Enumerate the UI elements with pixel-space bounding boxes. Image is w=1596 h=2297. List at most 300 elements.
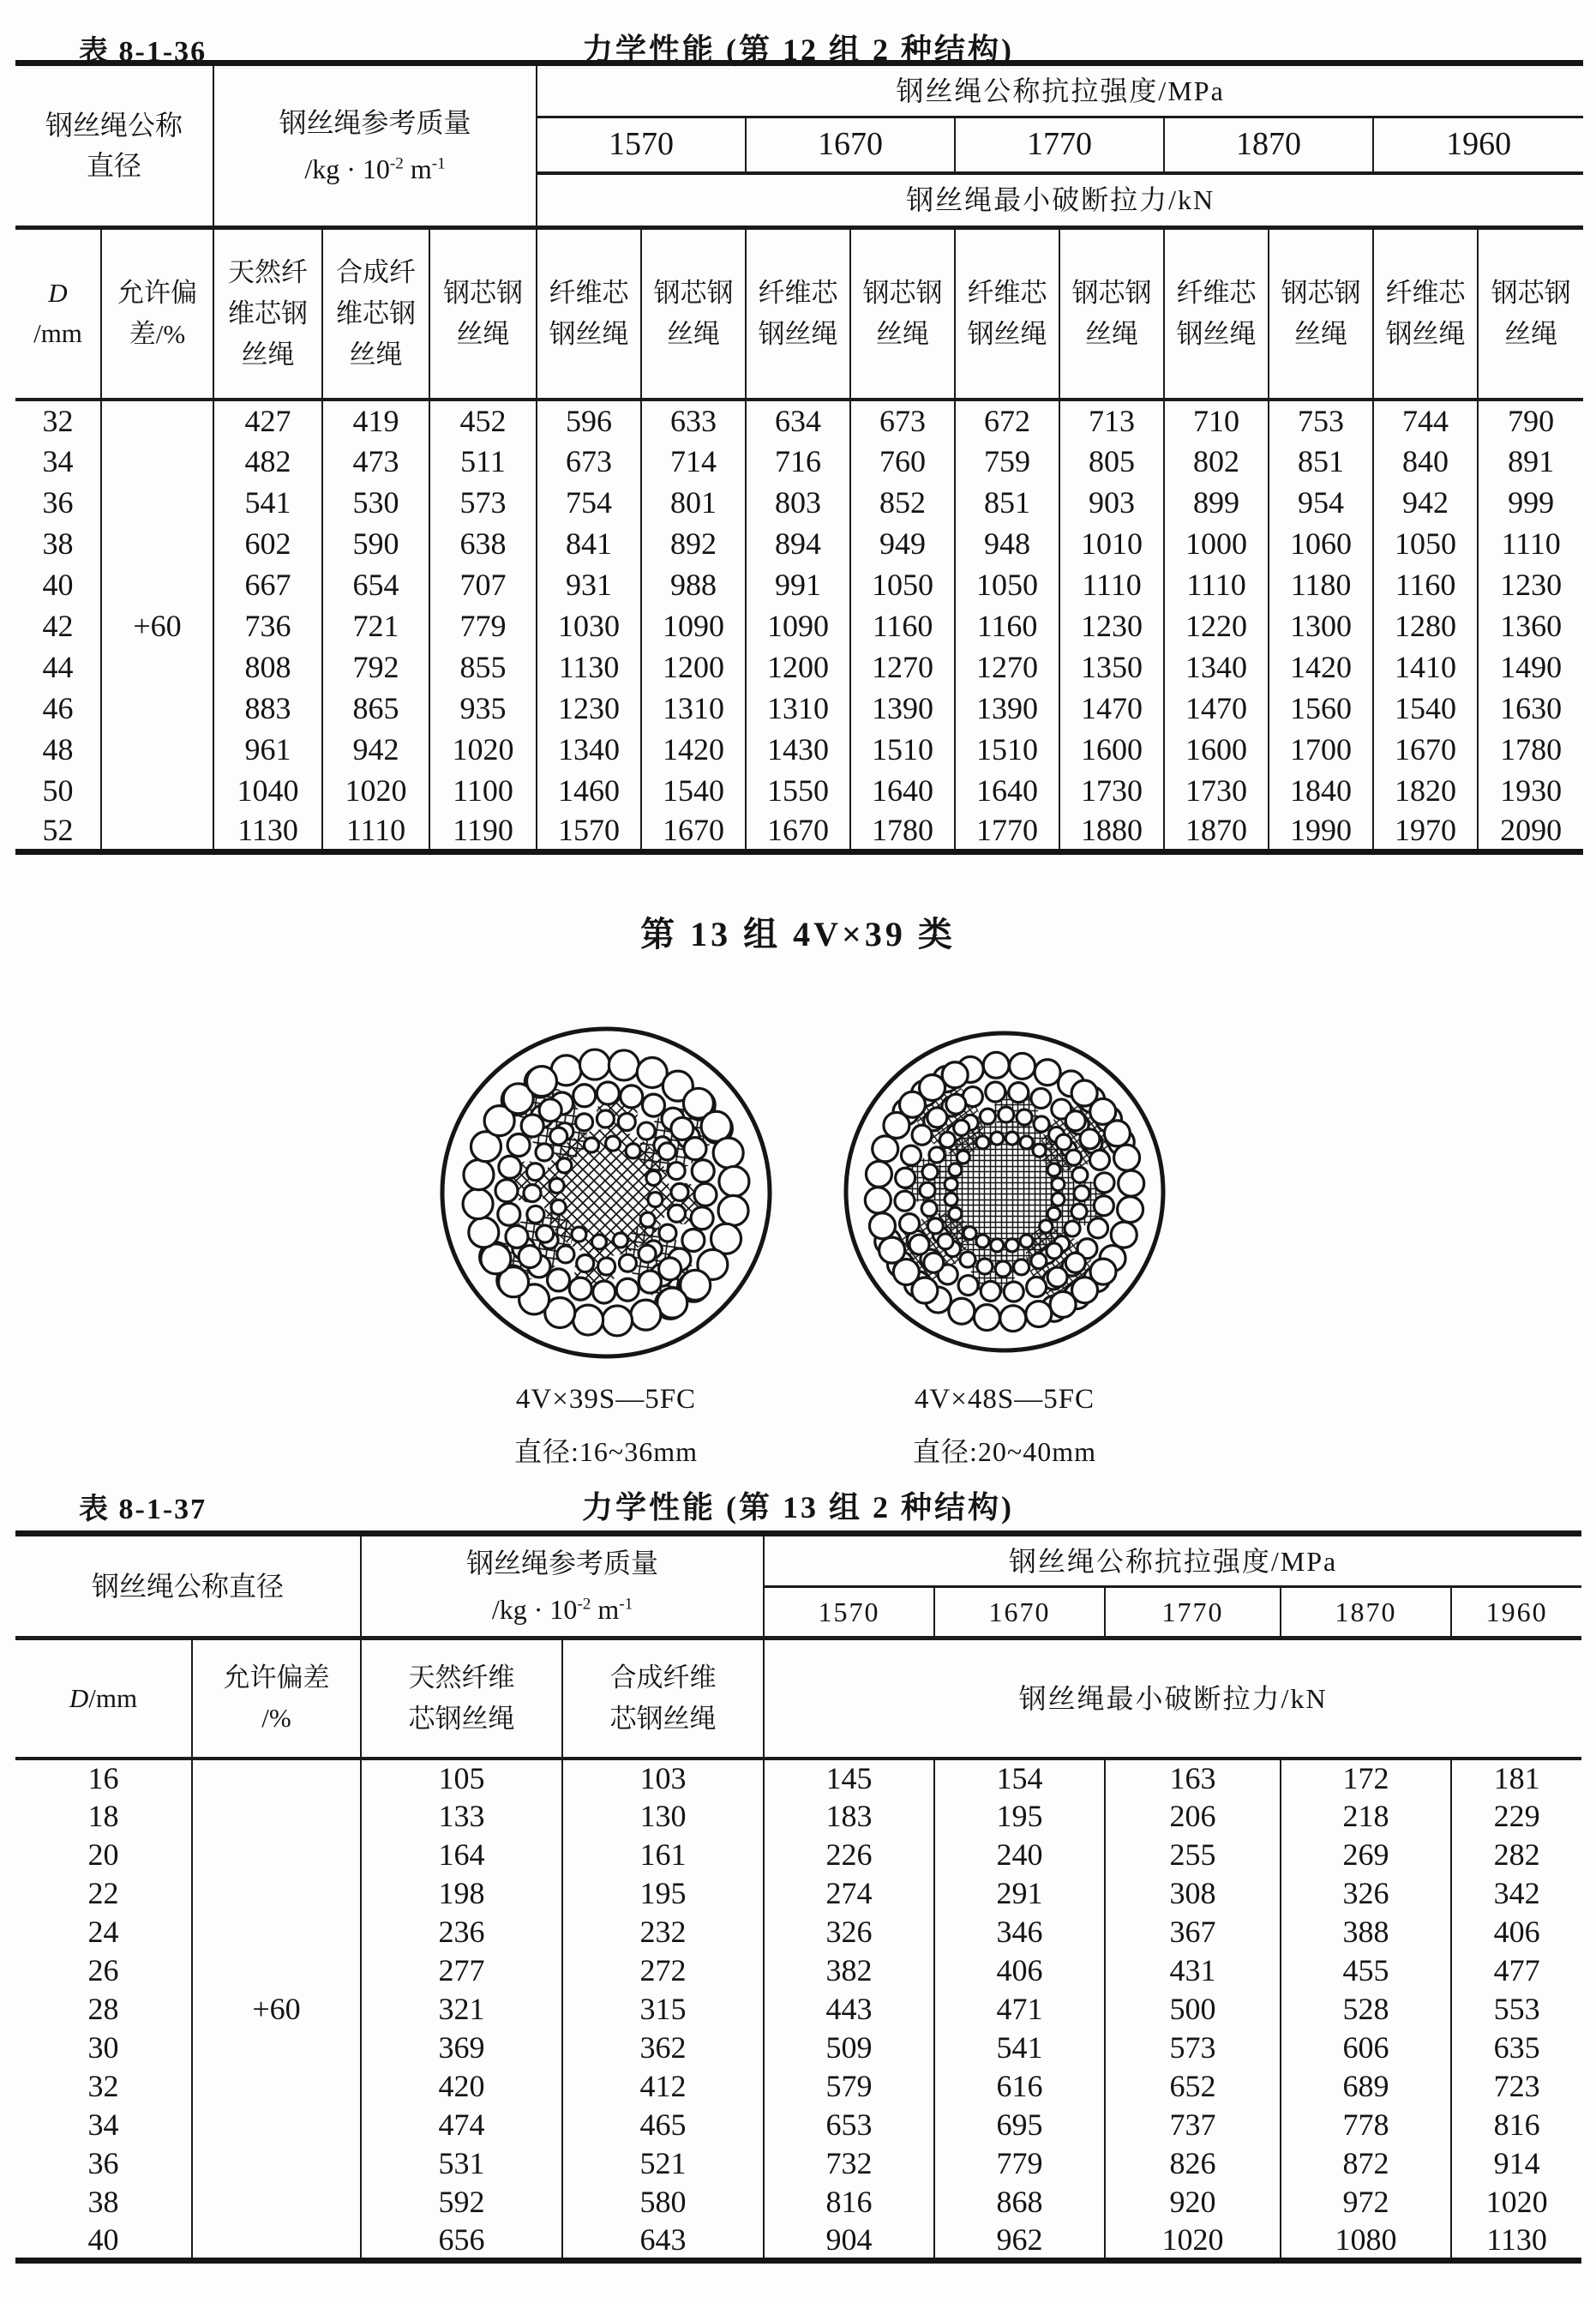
- table-cell: 321: [361, 1990, 562, 2029]
- table1-col-fiber-1870: 纤维芯钢丝绳: [1164, 228, 1269, 400]
- table1-label: 表 8-1-36: [79, 36, 207, 68]
- table-cell: 1100: [429, 770, 537, 811]
- table-cell: [192, 1836, 361, 1874]
- table2-strength-1960: 1960: [1451, 1587, 1581, 1639]
- table-cell: 226: [764, 1836, 934, 1874]
- table2-breaking-group-header: 钢丝绳最小破断拉力/kN: [764, 1639, 1581, 1759]
- table-cell: 282: [1451, 1836, 1581, 1874]
- table-cell: 1780: [850, 811, 955, 852]
- table-cell: 406: [1451, 1913, 1581, 1951]
- table-cell: 465: [562, 2106, 764, 2144]
- table-row: [15, 2222, 1581, 2261]
- table-2: [15, 1530, 1581, 2264]
- table1-col-d: D /mm: [15, 228, 101, 400]
- table-cell: 1570: [537, 811, 641, 852]
- table-cell: 1470: [1164, 688, 1269, 729]
- table-cell: 1050: [955, 564, 1059, 605]
- table-row: [15, 523, 1583, 564]
- table-cell: 1420: [1269, 646, 1373, 688]
- table-cell: [192, 1797, 361, 1836]
- table-cell: 30: [87, 2030, 119, 2065]
- table1-col-natural-fiber: 天然纤维芯钢丝绳: [213, 228, 322, 400]
- table-cell: 382: [764, 1951, 934, 1990]
- table-cell: 667: [213, 564, 322, 605]
- table-cell: 931: [537, 564, 641, 605]
- table-cell: 163: [1105, 1759, 1281, 1797]
- rope-right-range: 直径:20~40mm: [913, 1436, 1096, 1467]
- table-row: [15, 564, 1583, 605]
- table-cell: 1270: [850, 646, 955, 688]
- table-cell: 580: [562, 2183, 764, 2222]
- table-cell: 1540: [1373, 688, 1478, 729]
- table-cell: 596: [537, 400, 641, 441]
- table2-mass-unit: $/kg \cdot 10^{-2}$ $m^{-1}$: [491, 1594, 633, 1625]
- table-row: [15, 811, 1583, 852]
- table-cell: 602: [213, 523, 322, 564]
- table-cell: 133: [361, 1797, 562, 1836]
- table-cell: 1190: [429, 811, 537, 852]
- table-cell: 315: [562, 1990, 764, 2029]
- table-cell: 579: [764, 2067, 934, 2106]
- table-cell: 342: [1451, 1874, 1581, 1913]
- table-cell: 198: [361, 1874, 562, 1913]
- table1-col-steel-1770: 钢芯钢丝绳: [1059, 228, 1164, 400]
- wire-rope-cross-section-4v39s: [438, 1025, 774, 1361]
- table-cell: 26: [87, 1953, 119, 1987]
- table-cell: 892: [641, 523, 746, 564]
- table-cell: 643: [562, 2222, 764, 2261]
- table-row: [15, 1990, 1581, 2029]
- table-row: [15, 770, 1583, 811]
- table-row: [15, 400, 1583, 441]
- table-cell: 954: [1269, 482, 1373, 523]
- table-cell: 779: [934, 2144, 1105, 2183]
- table-row: [15, 2106, 1581, 2144]
- table-row: [15, 441, 1583, 482]
- table-cell: 269: [1281, 1836, 1451, 1874]
- table-cell: 744: [1373, 400, 1478, 441]
- table-cell: 154: [934, 1759, 1105, 1797]
- table-cell: 732: [764, 2144, 934, 2183]
- table-cell: 1230: [1478, 564, 1583, 605]
- table-cell: 1410: [1373, 646, 1478, 688]
- table-cell: 1700: [1269, 729, 1373, 770]
- table-cell: 1130: [213, 811, 322, 852]
- table-cell: 1840: [1269, 770, 1373, 811]
- table-cell: 1730: [1059, 770, 1164, 811]
- table-cell: 229: [1451, 1797, 1581, 1836]
- table-cell: 652: [1105, 2067, 1281, 2106]
- table-cell: 50: [42, 773, 74, 808]
- table-cell: [101, 564, 213, 605]
- table-cell: 778: [1281, 2106, 1451, 2144]
- table-cell: 972: [1281, 2183, 1451, 2222]
- table-cell: 1540: [641, 770, 746, 811]
- table-cell: 362: [562, 2029, 764, 2067]
- table-cell: 1200: [641, 646, 746, 688]
- table-cell: 852: [850, 482, 955, 523]
- table-cell: 103: [562, 1759, 764, 1797]
- table-cell: 1340: [1164, 646, 1269, 688]
- table-cell: 606: [1281, 2029, 1451, 2067]
- table-cell: 28: [87, 1992, 119, 2026]
- table-cell: [192, 2222, 361, 2261]
- table-cell: [101, 811, 213, 852]
- table-cell: [192, 1913, 361, 1951]
- table-cell: 511: [429, 441, 537, 482]
- table1-col-steel-core: 钢芯钢丝绳: [429, 228, 537, 400]
- table-cell: 760: [850, 441, 955, 482]
- table-cell: 1020: [322, 770, 429, 811]
- table-cell: 656: [361, 2222, 562, 2261]
- table-cell: 1090: [641, 605, 746, 646]
- table-cell: [192, 2106, 361, 2144]
- table1-strength-1960: 1960: [1373, 117, 1583, 173]
- table-cell: [101, 523, 213, 564]
- table-cell: 474: [361, 2106, 562, 2144]
- table-cell: [192, 1759, 361, 1797]
- table-cell: [101, 646, 213, 688]
- rope-left-range: 直径:16~36mm: [514, 1436, 698, 1467]
- table-row: [15, 1951, 1581, 1990]
- table-cell: 42: [42, 608, 74, 643]
- table-cell: 40: [42, 567, 74, 602]
- table-cell: 145: [764, 1759, 934, 1797]
- table-cell: 779: [429, 605, 537, 646]
- table-cell: 1090: [746, 605, 850, 646]
- table2-strength-1570: 1570: [764, 1587, 934, 1639]
- table-cell: 803: [746, 482, 850, 523]
- wire-rope-cross-section-4v48s: [843, 1030, 1167, 1354]
- table1-mass-group-header: 钢丝绳参考质量 $/kg \cdot 10^{-2}$ $m^{-1}$: [213, 63, 537, 228]
- table-1: [15, 60, 1583, 855]
- table-cell: [101, 770, 213, 811]
- table-cell: 590: [322, 523, 429, 564]
- table-cell: 1640: [955, 770, 1059, 811]
- table-cell: 673: [850, 400, 955, 441]
- table2-title: 力学性能 (第 13 组 2 种结构): [582, 1490, 1014, 1524]
- table-cell: 427: [213, 400, 322, 441]
- table-cell: 1030: [537, 605, 641, 646]
- table-cell: 949: [850, 523, 955, 564]
- table-cell: 1310: [746, 688, 850, 729]
- table-cell: 1160: [850, 605, 955, 646]
- table-cell: [192, 2029, 361, 2067]
- table-cell: 277: [361, 1951, 562, 1990]
- table-cell: 1820: [1373, 770, 1478, 811]
- table-cell: 206: [1105, 1797, 1281, 1836]
- table-cell: 635: [1451, 2029, 1581, 2067]
- table-cell: 634: [746, 400, 850, 441]
- table1-title: 力学性能 (第 12 组 2 种结构): [582, 33, 1014, 67]
- table-cell: 1160: [955, 605, 1059, 646]
- table-cell: 673: [537, 441, 641, 482]
- table-cell: 868: [934, 2183, 1105, 2222]
- table-cell: 274: [764, 1874, 934, 1913]
- table-cell: 1990: [1269, 811, 1373, 852]
- table1-col-synthetic-fiber: 合成纤维芯钢丝绳: [322, 228, 429, 400]
- table-cell: 695: [934, 2106, 1105, 2144]
- table2-mass-group-header: 钢丝绳参考质量 $/kg \cdot 10^{-2}$ $m^{-1}$: [361, 1534, 764, 1639]
- table-cell: 1010: [1059, 523, 1164, 564]
- table-cell: 707: [429, 564, 537, 605]
- table-cell: 218: [1281, 1797, 1451, 1836]
- table-cell: 1160: [1373, 564, 1478, 605]
- table-cell: 1670: [746, 811, 850, 852]
- table-cell: 541: [213, 482, 322, 523]
- table-cell: 942: [322, 729, 429, 770]
- table-cell: 883: [213, 688, 322, 729]
- table-cell: 509: [764, 2029, 934, 2067]
- table-cell: [101, 729, 213, 770]
- table-cell: 872: [1281, 2144, 1451, 2183]
- rope-right-name: 4V×48S—5FC: [914, 1384, 1095, 1415]
- table-cell: 736: [213, 605, 322, 646]
- table-cell: 962: [934, 2222, 1105, 2261]
- table-cell: 326: [764, 1913, 934, 1951]
- table-cell: 1060: [1269, 523, 1373, 564]
- table-cell: 1130: [537, 646, 641, 688]
- table-cell: 1460: [537, 770, 641, 811]
- table-cell: 592: [361, 2183, 562, 2222]
- table-cell: 500: [1105, 1990, 1281, 2029]
- table-cell: 1670: [1373, 729, 1478, 770]
- table2-label: 表 8-1-37: [79, 1494, 207, 1525]
- table-cell: [101, 482, 213, 523]
- table-cell: 183: [764, 1797, 934, 1836]
- table1-strength-1870: 1870: [1164, 117, 1373, 173]
- table-cell: +60: [192, 1990, 361, 2029]
- table-cell: 48: [42, 731, 74, 767]
- table-cell: 689: [1281, 2067, 1451, 2106]
- table-cell: 573: [1105, 2029, 1281, 2067]
- table-cell: 723: [1451, 2067, 1581, 2106]
- table-cell: 32: [87, 2069, 119, 2103]
- table-cell: 759: [955, 441, 1059, 482]
- table-cell: 232: [562, 1913, 764, 1951]
- table-cell: 255: [1105, 1836, 1281, 1874]
- table2-col-natural-fiber: 天然纤维芯钢丝绳: [361, 1639, 562, 1759]
- table-cell: 805: [1059, 441, 1164, 482]
- table-cell: 573: [429, 482, 537, 523]
- table-cell: 935: [429, 688, 537, 729]
- table-cell: 633: [641, 400, 746, 441]
- table-cell: 1000: [1164, 523, 1269, 564]
- table-cell: 1510: [955, 729, 1059, 770]
- table-cell: 1930: [1478, 770, 1583, 811]
- table-cell: 181: [1451, 1759, 1581, 1797]
- table-cell: 473: [322, 441, 429, 482]
- table-cell: 753: [1269, 400, 1373, 441]
- table1-breaking-group-header: 钢丝绳最小破断拉力/kN: [537, 173, 1583, 228]
- table-cell: 1020: [429, 729, 537, 770]
- table-cell: 894: [746, 523, 850, 564]
- table-cell: 528: [1281, 1990, 1451, 2029]
- table1-col-steel-1570: 钢芯钢丝绳: [641, 228, 746, 400]
- table-cell: 654: [322, 564, 429, 605]
- table-cell: 841: [537, 523, 641, 564]
- table-cell: 452: [429, 400, 537, 441]
- table-cell: 1310: [641, 688, 746, 729]
- table-row: [15, 482, 1583, 523]
- table-cell: [192, 1951, 361, 1990]
- table-cell: 1640: [850, 770, 955, 811]
- table-cell: 1050: [850, 564, 955, 605]
- table-cell: 865: [322, 688, 429, 729]
- table-cell: 16: [87, 1761, 119, 1795]
- table-cell: 1110: [322, 811, 429, 852]
- table-cell: 367: [1105, 1913, 1281, 1951]
- table-cell: 1870: [1164, 811, 1269, 852]
- table-cell: +60: [101, 605, 213, 646]
- table-cell: 961: [213, 729, 322, 770]
- table2-col-d: D/mm: [15, 1639, 192, 1759]
- table-cell: 2090: [1478, 811, 1583, 852]
- table1-col-tolerance: 允许偏差/%: [101, 228, 213, 400]
- table-cell: 1780: [1478, 729, 1583, 770]
- table-cell: 1280: [1373, 605, 1478, 646]
- table1-strength-1670: 1670: [746, 117, 955, 173]
- table-cell: 672: [955, 400, 1059, 441]
- table-cell: 1390: [955, 688, 1059, 729]
- table-cell: 40: [87, 2222, 119, 2257]
- table-cell: 291: [934, 1874, 1105, 1913]
- table-cell: 904: [764, 2222, 934, 2261]
- table2-strength-1870: 1870: [1281, 1587, 1451, 1639]
- table-cell: 991: [746, 564, 850, 605]
- table1-strength-group-header: 钢丝绳公称抗拉强度/MPa: [537, 63, 1583, 117]
- table-cell: [101, 688, 213, 729]
- table-cell: 195: [934, 1797, 1105, 1836]
- table-cell: 419: [322, 400, 429, 441]
- table-cell: 1220: [1164, 605, 1269, 646]
- table-cell: 420: [361, 2067, 562, 2106]
- table-cell: 638: [429, 523, 537, 564]
- table2-strength-1770: 1770: [1105, 1587, 1281, 1639]
- table-cell: 369: [361, 2029, 562, 2067]
- table-cell: 903: [1059, 482, 1164, 523]
- table1-strength-1770: 1770: [955, 117, 1164, 173]
- table-cell: 482: [213, 441, 322, 482]
- table-cell: 530: [322, 482, 429, 523]
- table-cell: 36: [42, 484, 74, 520]
- table-cell: 32: [42, 403, 74, 438]
- table-cell: 942: [1373, 482, 1478, 523]
- table-cell: 754: [537, 482, 641, 523]
- table-cell: [192, 2067, 361, 2106]
- table-cell: 1180: [1269, 564, 1373, 605]
- table2-col-tolerance: 允许偏差 /%: [192, 1639, 361, 1759]
- table-cell: 52: [42, 812, 74, 847]
- table1-col-steel-1670: 钢芯钢丝绳: [850, 228, 955, 400]
- table-cell: 1510: [850, 729, 955, 770]
- table-cell: 346: [934, 1913, 1105, 1951]
- table-cell: 1600: [1164, 729, 1269, 770]
- table-cell: 851: [955, 482, 1059, 523]
- table-cell: 790: [1478, 400, 1583, 441]
- table-cell: 18: [87, 1799, 119, 1833]
- table-cell: 1340: [537, 729, 641, 770]
- table-cell: 36: [87, 2146, 119, 2180]
- table-cell: 1200: [746, 646, 850, 688]
- table2-body: [15, 1759, 1581, 2261]
- table-cell: 553: [1451, 1990, 1581, 2029]
- table-cell: 1230: [537, 688, 641, 729]
- table-cell: 1970: [1373, 811, 1478, 852]
- table-cell: 1020: [1451, 2183, 1581, 2222]
- table-cell: 1600: [1059, 729, 1164, 770]
- table-cell: 24: [87, 1915, 119, 1949]
- table-cell: [192, 2144, 361, 2183]
- table-cell: 716: [746, 441, 850, 482]
- table-row: [15, 1797, 1581, 1836]
- table-cell: [192, 1874, 361, 1913]
- table-row: [15, 1836, 1581, 1874]
- table1-mass-unit: $/kg \cdot 10^{-2}$ $m^{-1}$: [304, 153, 446, 184]
- table-row: [15, 2183, 1581, 2222]
- table-cell: 816: [1451, 2106, 1581, 2144]
- table-cell: 999: [1478, 482, 1583, 523]
- table-cell: 914: [1451, 2144, 1581, 2183]
- table-cell: 653: [764, 2106, 934, 2144]
- table-cell: 1550: [746, 770, 850, 811]
- table-cell: 1050: [1373, 523, 1478, 564]
- table-row: [15, 729, 1583, 770]
- table-cell: 1360: [1478, 605, 1583, 646]
- table-row: [15, 2029, 1581, 2067]
- table-cell: [101, 441, 213, 482]
- table1-col-fiber-1670: 纤维芯钢丝绳: [746, 228, 850, 400]
- table-cell: 1770: [955, 811, 1059, 852]
- table-cell: 1110: [1164, 564, 1269, 605]
- table-cell: 164: [361, 1836, 562, 1874]
- table-cell: 38: [87, 2185, 119, 2219]
- table1-col-steel-1960: 钢芯钢丝绳: [1478, 228, 1583, 400]
- table-cell: 1390: [850, 688, 955, 729]
- table-cell: 272: [562, 1951, 764, 1990]
- table-cell: 1020: [1105, 2222, 1281, 2261]
- table-cell: 710: [1164, 400, 1269, 441]
- table-cell: 840: [1373, 441, 1478, 482]
- table-cell: 1880: [1059, 811, 1164, 852]
- table1-diameter-group-header: 钢丝绳公称直径: [15, 63, 213, 228]
- table-cell: 714: [641, 441, 746, 482]
- rope-left-name: 4V×39S—5FC: [515, 1384, 697, 1415]
- table1-col-fiber-1770: 纤维芯钢丝绳: [955, 228, 1059, 400]
- table1-col-fiber-1570: 纤维芯钢丝绳: [537, 228, 641, 400]
- table-cell: 541: [934, 2029, 1105, 2067]
- table-row: [15, 1913, 1581, 1951]
- table1-col-fiber-1960: 纤维芯钢丝绳: [1373, 228, 1478, 400]
- table-row: [15, 1874, 1581, 1913]
- table2-diameter-group-header: 钢丝绳公称直径: [15, 1534, 361, 1639]
- table-cell: 802: [1164, 441, 1269, 482]
- table-cell: 920: [1105, 2183, 1281, 2222]
- table-cell: 406: [934, 1951, 1105, 1990]
- table-cell: 948: [955, 523, 1059, 564]
- table-cell: 801: [641, 482, 746, 523]
- table-row: [15, 605, 1583, 646]
- table-row: [15, 2144, 1581, 2183]
- table-cell: 713: [1059, 400, 1164, 441]
- table1-col-steel-1870: 钢芯钢丝绳: [1269, 228, 1373, 400]
- table-cell: [101, 400, 213, 441]
- table-cell: 471: [934, 1990, 1105, 2029]
- table-cell: 34: [87, 2108, 119, 2142]
- table-cell: 1350: [1059, 646, 1164, 688]
- table-cell: 236: [361, 1913, 562, 1951]
- figure-title: 第 13 组 4V×39 类: [640, 915, 956, 953]
